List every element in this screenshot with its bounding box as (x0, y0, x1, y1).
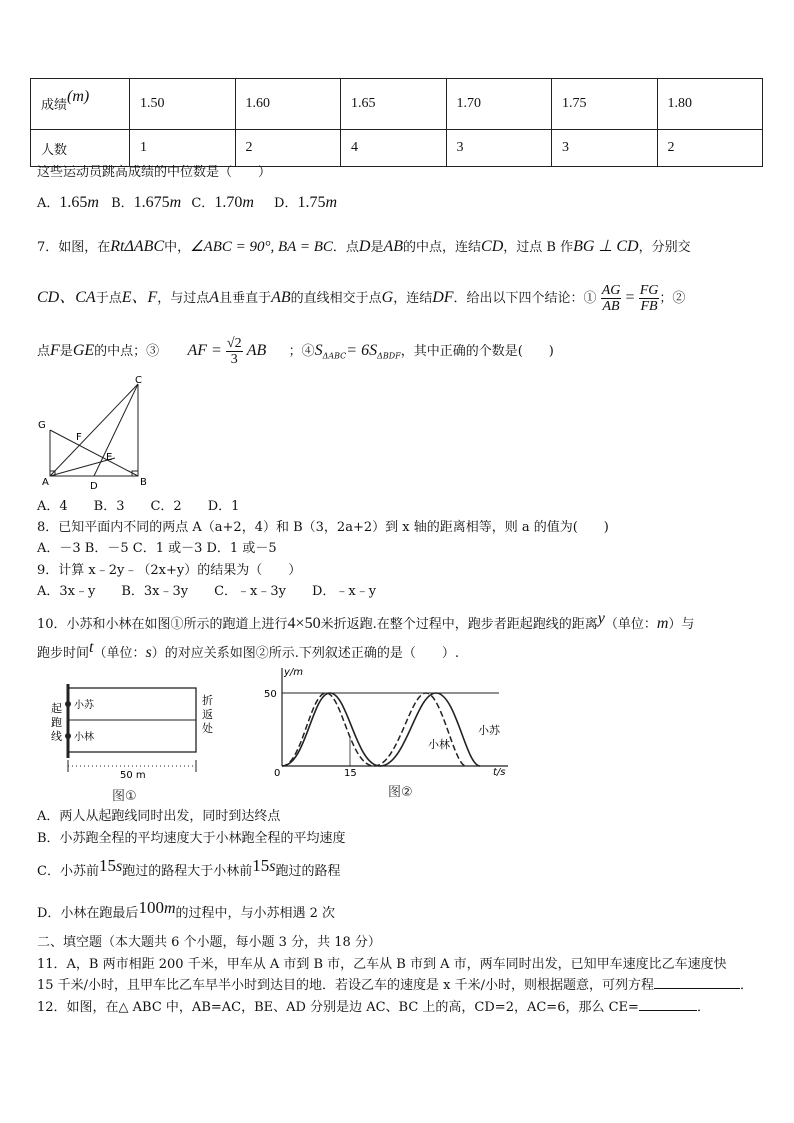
q6-option-a: A．1.65m (37, 194, 99, 211)
track-length-label: 50 m (120, 770, 146, 781)
q8-options: A．－3 B．－5 C．1 或－3 D．1 或－5 (37, 541, 277, 556)
q6-option-b: B．1.675m (111, 194, 182, 211)
table-cell: 1 (130, 130, 236, 167)
q10-option-a: A．两人从起跑线同时出发，同时到达终点 (37, 809, 281, 824)
q8-stem: 8．已知平面内不同的两点 A（a+2，4）和 B（3，2a+2）到 x 轴的距离相等，则 a 的值为( ) (37, 520, 609, 535)
q7-line3: 点F是GE的中点；③ AF = $\frac{√2}{3}$ AB ；$④S_{\Delta ABC}= 6S_{\Delta BDF}$，其中正确的个数是( ) (37, 336, 554, 367)
q7-options: A．4 B．3 C．2 D．1 (37, 499, 240, 514)
fraction-ag-ab: $\frac{AG}{AB}$ (601, 283, 621, 314)
table-row (31, 130, 763, 167)
q6-options (37, 194, 337, 213)
q6-stem: 这些运动员跳高成绩的中位数是（ ） (37, 165, 272, 180)
q7-triangle-figure (34, 372, 154, 492)
label-f: F (76, 432, 82, 443)
q6-option-d: D．1.75m (274, 194, 338, 211)
table-cell: 1.65 (341, 79, 447, 130)
lin-curve (282, 693, 466, 766)
q10-option-d: D．小林在跑最后100m的过程中，与小苏相遇 2 次 (37, 898, 336, 921)
lane-label-lin: 小林 (74, 732, 94, 743)
turn-point-char: 处 (202, 722, 213, 735)
table-cell: 1.75 (552, 79, 658, 130)
fraction-sqrt2-3: $\frac{√2}{3}$ (226, 336, 242, 367)
runner-lin-dot (65, 733, 71, 739)
label-e: E (106, 452, 113, 463)
q10-option-c: C．小苏前15s跑过的路程大于小林前15s跑过的路程 (37, 856, 341, 879)
x-tick-15: 15 (344, 768, 357, 779)
table-cell: 2 (657, 130, 763, 167)
lane-label-su: 小苏 (74, 700, 94, 711)
table-cell: 3 (552, 130, 658, 167)
table-cell: 4 (341, 130, 447, 167)
fraction-fg-fb: $\frac{FG}{FB}$ (639, 283, 659, 314)
figure1-caption: 图① (112, 789, 137, 804)
origin-label: 0 (274, 768, 281, 779)
answer-blank[interactable] (654, 988, 740, 989)
start-line-char: 跑 (51, 716, 62, 729)
q12-stem: 12．如图，在△ ABC 中，AB=AC，BE、AD 分别是边 AC、BC 上的高，CD=2，AC=6，那么 CE= ． (37, 1000, 710, 1015)
table-cell: 1.50 (130, 79, 236, 130)
q6-option-c: C．1.70m (191, 194, 254, 211)
score-table (30, 78, 763, 167)
table-row (31, 79, 763, 130)
start-line-char: 起 (51, 702, 62, 715)
q11-line2: 15 千米/小时，且甲车比乙车早半小时到达目的地．若设乙车的速度是 x 千米/小时，则根据题意，可列方程 ． (37, 978, 754, 993)
series-label-su: 小苏 (478, 724, 500, 737)
table-header-count: 人数 (31, 130, 130, 167)
section-heading: 二、填空题（本大题共 6 个小题，每小题 3 分，共 18 分） (37, 935, 381, 950)
runner-su-dot (65, 701, 71, 707)
q10-line1: 10．小苏和小林在如图①所示的跑道上进行4×50米折返跑.在整个过程中，跑步者距起跑线的距离y（单位：m）与 (37, 610, 695, 632)
label-d: D (90, 481, 98, 492)
answer-blank[interactable] (639, 1010, 697, 1011)
label-b: B (140, 477, 147, 488)
q11-line1: 11．A，B 两市相距 200 千米，甲车从 A 市到 B 市，乙车从 B 市到 A 市，两车同时出发，已知甲车速度比乙车速度快 (37, 957, 727, 972)
table-cell: 2 (235, 130, 341, 167)
turn-point-char: 返 (202, 708, 213, 721)
label-g: G (38, 420, 46, 431)
table-cell: 3 (446, 130, 552, 167)
series-label-lin: 小林 (428, 738, 450, 751)
su-curve (282, 693, 480, 766)
start-line-char: 线 (51, 730, 62, 743)
table-cell: 1.60 (235, 79, 341, 130)
figure2-caption: 图② (388, 785, 413, 800)
track-figure (48, 676, 218, 806)
label-c: C (135, 375, 142, 386)
q9-stem: 9．计算 x﹣2y﹣（2x+y）的结果为（ ） (37, 563, 302, 578)
table-cell: 1.70 (446, 79, 552, 130)
q7-line1: 7．如图，在RtΔABC中，∠ABC = 90°, BA = BC．点D是AB的中点，连结CD，过点 B 作BG ⊥ CD，分别交 (37, 238, 691, 255)
label-a: A (42, 477, 49, 488)
q9-options: A．3x﹣y B．3x﹣3y C．﹣x﹣3y D．﹣x﹣y (37, 584, 377, 599)
x-axis-label: t/s (493, 767, 506, 778)
q10-line2: 跑步时间t（单位：s）的对应关系如图②所示.下列叙述正确的是（ ）. (37, 639, 459, 661)
y-tick-50: 50 (264, 689, 277, 700)
table-cell: 1.80 (657, 79, 763, 130)
turn-point-char: 折 (202, 694, 213, 707)
table-header-score: 成绩(m) (31, 79, 130, 130)
y-axis-label: y/m (284, 667, 304, 678)
q10-option-b: B．小苏跑全程的平均速度大于小林跑全程的平均速度 (37, 831, 346, 846)
distance-time-graph (262, 662, 522, 802)
q7-line2: CD、CA于点E、F，与过点A且垂直于AB的直线相交于点G，连结DF．给出以下四个结论：① $\frac{AG}{AB}$ = $\frac{FG}{FB}$ ；② (37, 283, 686, 314)
